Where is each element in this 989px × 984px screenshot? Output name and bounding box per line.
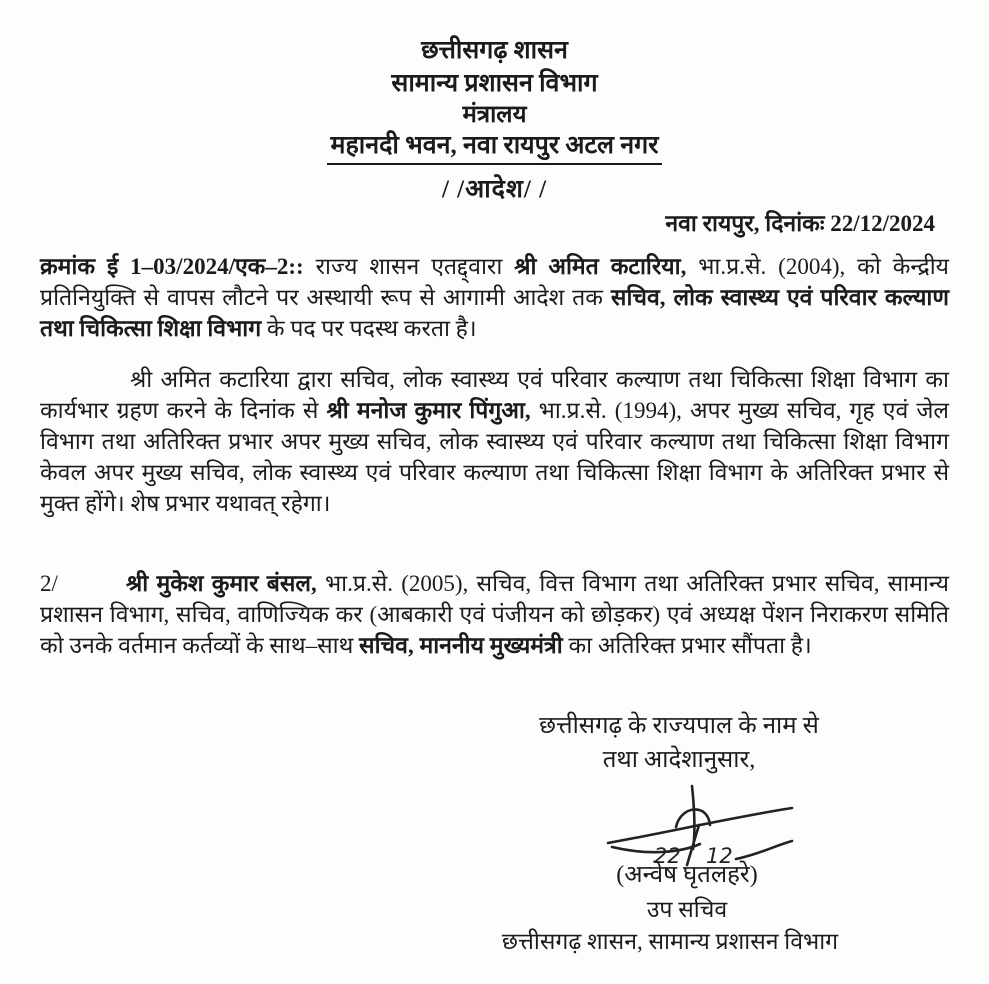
signatory-designation: उप सचिव: [646, 897, 728, 922]
post-title-secretary-health: सचिव, लोक स्वास्थ्य एवं परिवार कल्याण तथा चिकित्सा शिक्षा विभाग: [40, 285, 949, 341]
para3-text-a: भा.प्र.से. (2005), सचिव, वित्त विभाग तथा अतिरिक्त प्रभार सचिव, सामान्य प्रशासन विभाग, सचिव, वाणिज्यिक कर (आबकारी एवं पंजीयन को छोड़कर) एवं अध्यक्ष पेंशन निराकरण समिति को उनके वर्तमान कर्तव्यों के साथ–साथ: [40, 571, 950, 658]
para1-text-a: राज्य शासन एतद्द्वारा: [303, 254, 515, 279]
officer-name-kataria: श्री अमित कटारिया,: [514, 254, 687, 279]
closing-authority: [469, 709, 889, 777]
header-address-row: [40, 130, 949, 165]
para3-text-b: का अतिरिक्त प्रभार सौंपता है।: [562, 633, 812, 658]
signature-date-left: 22: [654, 844, 681, 867]
header-department-name: सामान्य प्रशासन विभाग: [391, 70, 598, 97]
officer-name-pingua: श्री मनोज कुमार पिंगुआ,: [326, 398, 531, 423]
officer-name-bansal: श्री मुकेश कुमार बंसल,: [126, 571, 317, 596]
para2-text-b: भा.प्र.से. (1994), अपर मुख्य सचिव, गृह एवं जेल विभाग तथा अतिरिक्त प्रभार अपर मुख्य सचिव, लोक स्वास्थ्य एवं परिवार कल्याण तथा चिकित्सा शिक्षा विभाग केवल अपर मुख्य सचिव, लोक स्वास्थ्य एवं परिवार कल्याण तथा चिकित्सा शिक्षा विभाग के अतिरिक्त प्रभार से मुक्त होंगे। शेष प्रभार यथावत् रहेगा।: [40, 398, 949, 516]
paragraph-additional-charge: [40, 568, 949, 661]
place-and-date: नवा रायपुर, दिनांकः 22/12/2024: [665, 211, 935, 236]
para1-text-c: के पद पर पदस्थ करता है।: [261, 316, 477, 341]
header-government-name: छत्तीसगढ़ शासन: [421, 37, 568, 64]
signature-date-day: 12: [706, 844, 733, 867]
signatory-office: छत्तीसगढ़ शासन, सामान्य प्रशासन विभाग: [501, 929, 839, 954]
paragraph-charge-transfer: [40, 364, 949, 519]
paragraph-order-number: [40, 251, 949, 344]
document-header: [40, 34, 949, 165]
signature-icon: [602, 783, 812, 867]
signature-block: [452, 783, 922, 957]
order-number: क्रमांक ई 1–03/2024/एक–2::: [40, 254, 304, 279]
para2-text-a: श्री अमित कटारिया द्वारा सचिव, लोक स्वास्थ्य एवं परिवार कल्याण तथा चिकित्सा शिक्षा विभाग का कार्यभार ग्रहण करने के दिनांक से: [40, 367, 949, 423]
closing-line-governor: छत्तीसगढ़ के राज्यपाल के नाम से: [539, 713, 819, 739]
header-address: महानदी भवन, नवा रायपुर अटल नगर: [327, 130, 663, 165]
order-title: / /आदेश/ /: [441, 176, 548, 203]
signatory-name: (अन्वेष घृतलहरे): [616, 862, 758, 888]
header-ministry: मंत्रालय: [462, 102, 527, 128]
para1-text-b: भा.प्र.से. (2004), को केन्द्रीय प्रतिनियुक्ति से वापस लौटने पर अस्थायी रूप से आगामी आदेश तक: [40, 254, 950, 310]
closing-line-by-order: तथा आदेशानुसार,: [602, 747, 756, 773]
paragraph-number: 2/: [40, 571, 58, 596]
post-title-secretary-cm: सचिव, माननीय मुख्यमंत्री: [359, 633, 563, 658]
